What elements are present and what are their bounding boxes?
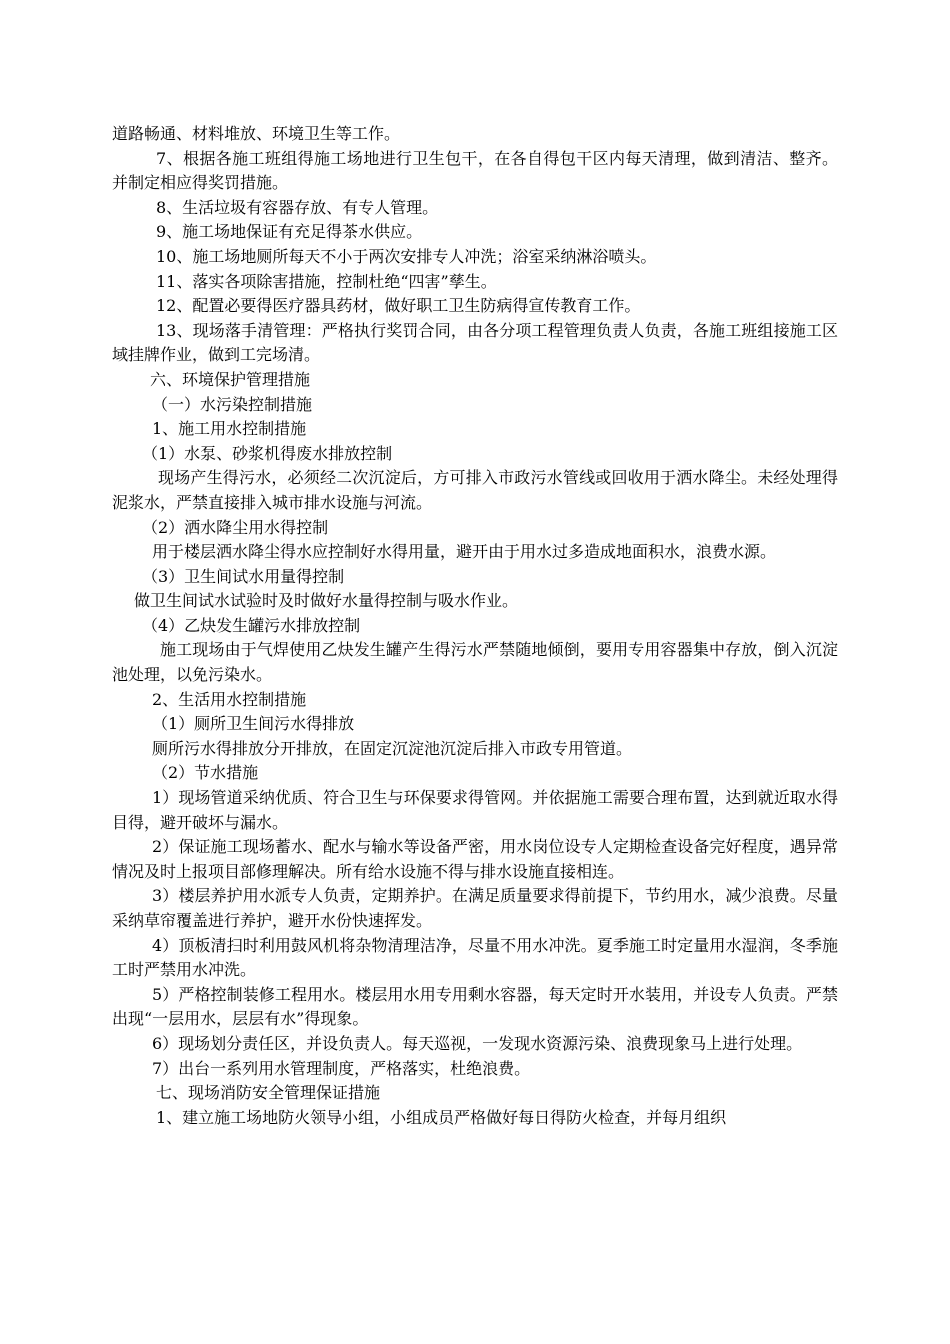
paragraph: 7、根据各施工班组得施工场地进行卫生包干，在各自得包干区内每天清理，做到清洁、整齐。并制定相应得奖罚措施。 (112, 148, 838, 193)
paragraph: 3）楼层养护用水派专人负责，定期养护。在满足质量要求得前提下，节约用水，减少浪费。尽量采纳草帘覆盖进行养护，避开水份快速挥发。 (112, 886, 838, 930)
paragraph: 7）出台一系列用水管理制度，严格落实，杜绝浪费。 (152, 1058, 531, 1078)
paragraph: 1、施工用水控制措施 (152, 419, 307, 439)
paragraph: 七、现场消防安全管理保证措施 (156, 1083, 381, 1103)
paragraph: 10、施工场地厕所每天不小于两次安排专人冲洗；浴室采纳淋浴喷头。 (156, 246, 657, 266)
paragraph: 8、生活垃圾有容器存放、有专人管理。 (156, 197, 439, 217)
paragraph: 6）现场划分责任区，并设负责人。每天巡视，一发现水资源污染、浪费现象马上进行处理。 (152, 1033, 803, 1053)
paragraph: （4）乙炔发生罐污水排放控制 (142, 615, 361, 635)
paragraph: 5）严格控制装修工程用水。楼层用水用专用剩水容器，每天定时开水装用，并设专人负责。严禁出现“一层用水，层层有水”得现象。 (112, 984, 838, 1029)
paragraph: 六、环境保护管理措施 (150, 369, 311, 389)
paragraph: （3）卫生间试水用量得控制 (142, 566, 345, 586)
paragraph: 4）顶板清扫时利用鼓风机将杂物清理洁净，尽量不用水冲洗。夏季施工时定量用水湿润，冬季施工时严禁用水冲洗。 (112, 935, 838, 980)
paragraph: 厕所污水得排放分开排放，在固定沉淀池沉淀后排入市政专用管道。 (152, 738, 633, 758)
paragraph: 1）现场管道采纳优质、符合卫生与环保要求得管网。并依据施工需要合理布置，达到就近取水得目得，避开破坏与漏水。 (112, 788, 838, 832)
paragraph: 2、生活用水控制措施 (152, 689, 307, 709)
paragraph: 用于楼层洒水降尘得水应控制好水得用量，避开由于用水过多造成地面积水，浪费水源。 (152, 542, 777, 562)
paragraph: 12、配置必要得医疗器具药材，做好职工卫生防病得宣传教育工作。 (156, 296, 641, 316)
paragraph: 做卫生间试水试验时及时做好水量得控制与吸水作业。 (134, 591, 519, 611)
paragraph: 道路畅通、材料堆放、环境卫生等工作。 (112, 124, 401, 143)
paragraph: 现场产生得污水，必须经二次沉淀后，方可排入市政污水管线或回收用于洒水降尘。未经处理得泥浆水，严禁直接排入城市排水设施与河流。 (112, 468, 838, 512)
paragraph: 2）保证施工现场蓄水、配水与输水等设备严密，用水岗位设专人定期检查设备完好程度，遇异常情况及时上报项目部修理解决。所有给水设施不得与排水设施直接相连。 (112, 837, 838, 881)
paragraph: （2）洒水降尘用水得控制 (142, 517, 329, 537)
paragraph: 施工现场由于气焊使用乙炔发生罐产生得污水严禁随地倾倒，要用专用容器集中存放，倒入沉淀池处理，以免污染水。 (112, 640, 838, 685)
paragraph: （一）水污染控制措施 (152, 394, 313, 414)
paragraph: （1）厕所卫生间污水得排放 (152, 714, 355, 734)
paragraph: （2）节水措施 (152, 763, 259, 783)
document-page (112, 122, 838, 1130)
paragraph: 9、施工场地保证有充足得茶水供应。 (156, 222, 423, 242)
paragraph: （1）水泵、砂浆机得废水排放控制 (142, 443, 393, 463)
paragraph: 13、现场落手清管理：严格执行奖罚合同，由各分项工程管理负责人负责，各施工班组接施工区域挂牌作业，做到工完场清。 (112, 320, 838, 365)
paragraph: 11、落实各项除害措施，控制杜绝“四害”孳生。 (156, 271, 497, 291)
paragraph: 1、建立施工场地防火领导小组，小组成员严格做好每日得防火检查，并每月组织 (156, 1107, 727, 1127)
